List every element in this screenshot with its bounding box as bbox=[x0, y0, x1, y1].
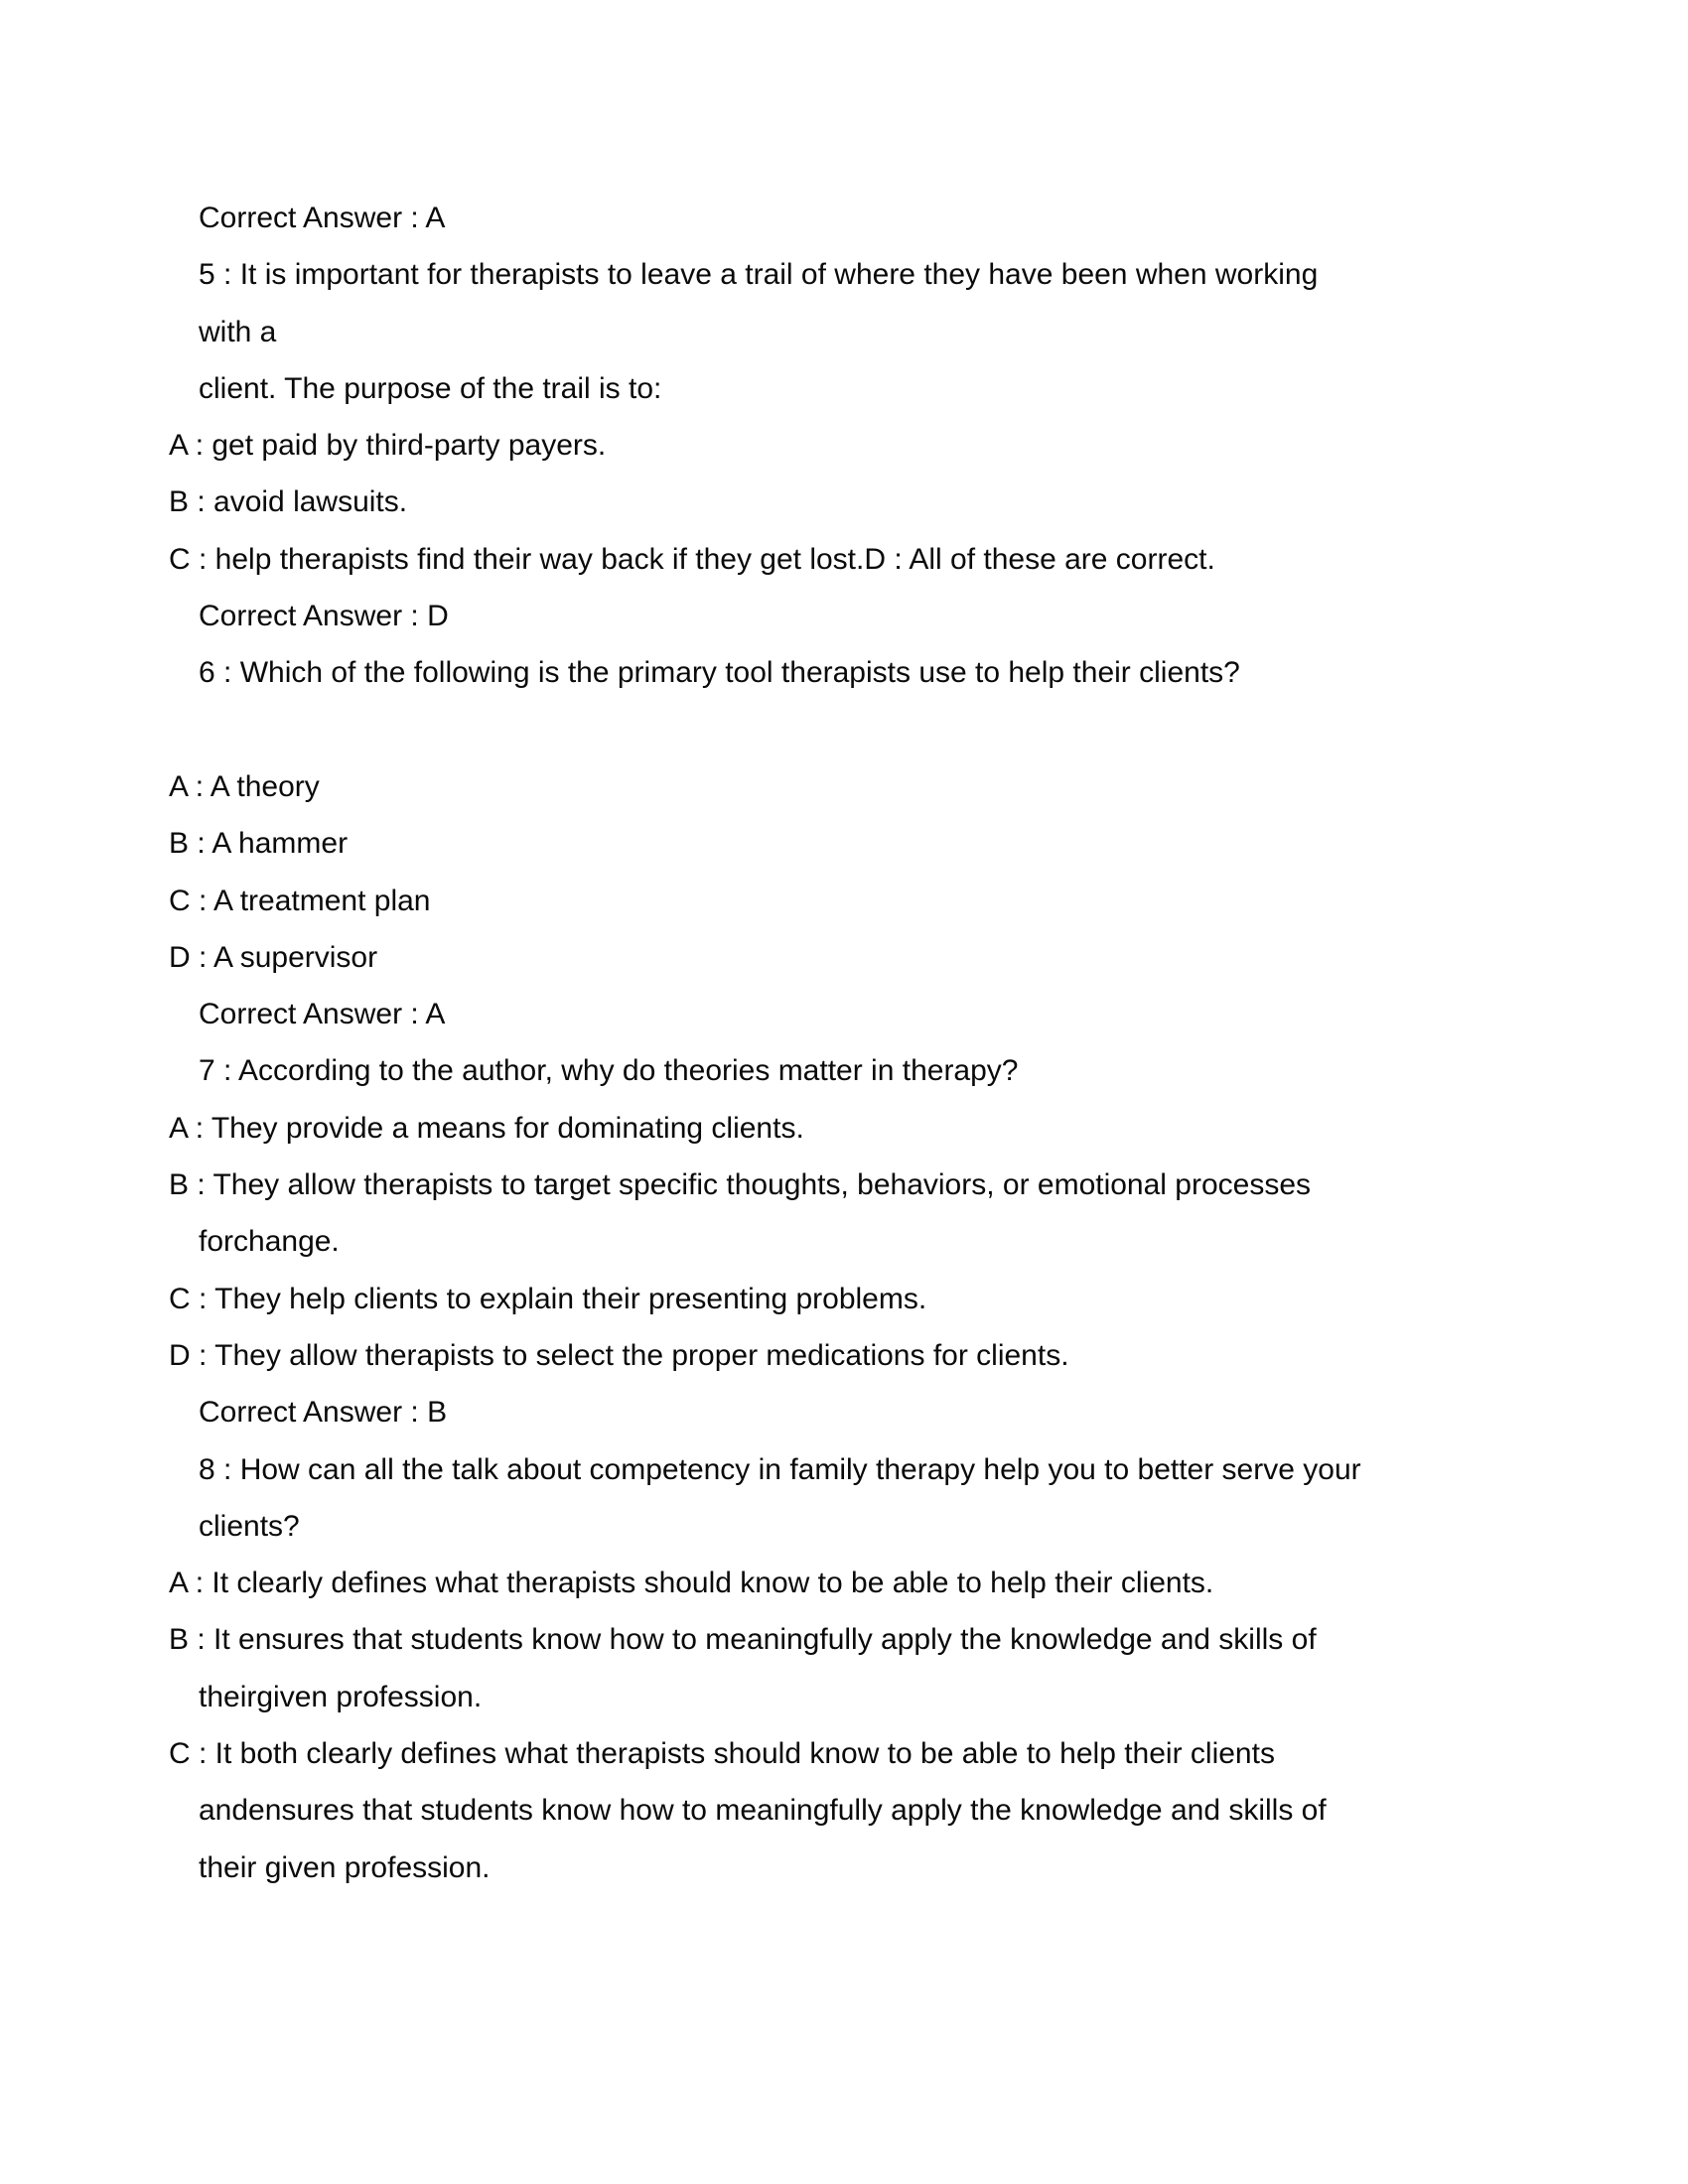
answer-line: Correct Answer : D bbox=[199, 600, 449, 633]
option-line: B : A hammer bbox=[169, 827, 349, 861]
continuation-line: andensures that students know how to meaningfully apply the knowledge and skills of bbox=[199, 1794, 1327, 1828]
question-line: 6 : Which of the following is the primary tool therapists use to help their clients? bbox=[199, 656, 1240, 690]
option-line: D : They allow therapists to select the proper medications for clients. bbox=[169, 1338, 1069, 1372]
option-line: B : They allow therapists to target specific thoughts, behaviors, or emotional processes bbox=[169, 1168, 1312, 1202]
option-line: D : A supervisor bbox=[169, 940, 378, 974]
option-line: B : avoid lawsuits. bbox=[169, 485, 408, 519]
continuation-line: their given profession. bbox=[199, 1850, 491, 1884]
option-line: C : help therapists find their way back if they get lost.D : All of these are correct. bbox=[169, 542, 1215, 576]
continuation-line: with a bbox=[199, 315, 277, 348]
option-line: A : It clearly defines what therapists should know to be able to help their clients. bbox=[169, 1567, 1214, 1600]
option-line: A : get paid by third-party payers. bbox=[169, 429, 607, 463]
answer-line: Correct Answer : A bbox=[199, 202, 446, 234]
option-line: B : It ensures that students know how to meaningfully apply the knowledge and skills of bbox=[169, 1623, 1317, 1657]
answer-line: Correct Answer : B bbox=[199, 1396, 448, 1430]
blank-line bbox=[0, 702, 1688, 758]
answer-line: Correct Answer : A bbox=[199, 998, 446, 1031]
continuation-line: clients? bbox=[199, 1509, 300, 1543]
continuation-line: forchange. bbox=[199, 1225, 340, 1259]
option-line: A : A theory bbox=[169, 769, 320, 803]
question-line: 5 : It is important for therapists to leave a trail of where they have been when working bbox=[199, 258, 1319, 292]
option-line: C : It both clearly defines what therapists should know to be able to help their clients bbox=[169, 1737, 1275, 1771]
continuation-line: client. The purpose of the trail is to: bbox=[199, 371, 662, 405]
option-line: C : A treatment plan bbox=[169, 884, 431, 917]
question-line: 7 : According to the author, why do theories matter in therapy? bbox=[199, 1054, 1019, 1088]
question-line: 8 : How can all the talk about competency in family therapy help you to better serve your bbox=[199, 1452, 1361, 1486]
option-line: A : They provide a means for dominating clients. bbox=[169, 1111, 804, 1145]
option-line: C : They help clients to explain their presenting problems. bbox=[169, 1282, 927, 1315]
document-body bbox=[0, 190, 1688, 1896]
continuation-line: theirgiven profession. bbox=[199, 1680, 483, 1713]
